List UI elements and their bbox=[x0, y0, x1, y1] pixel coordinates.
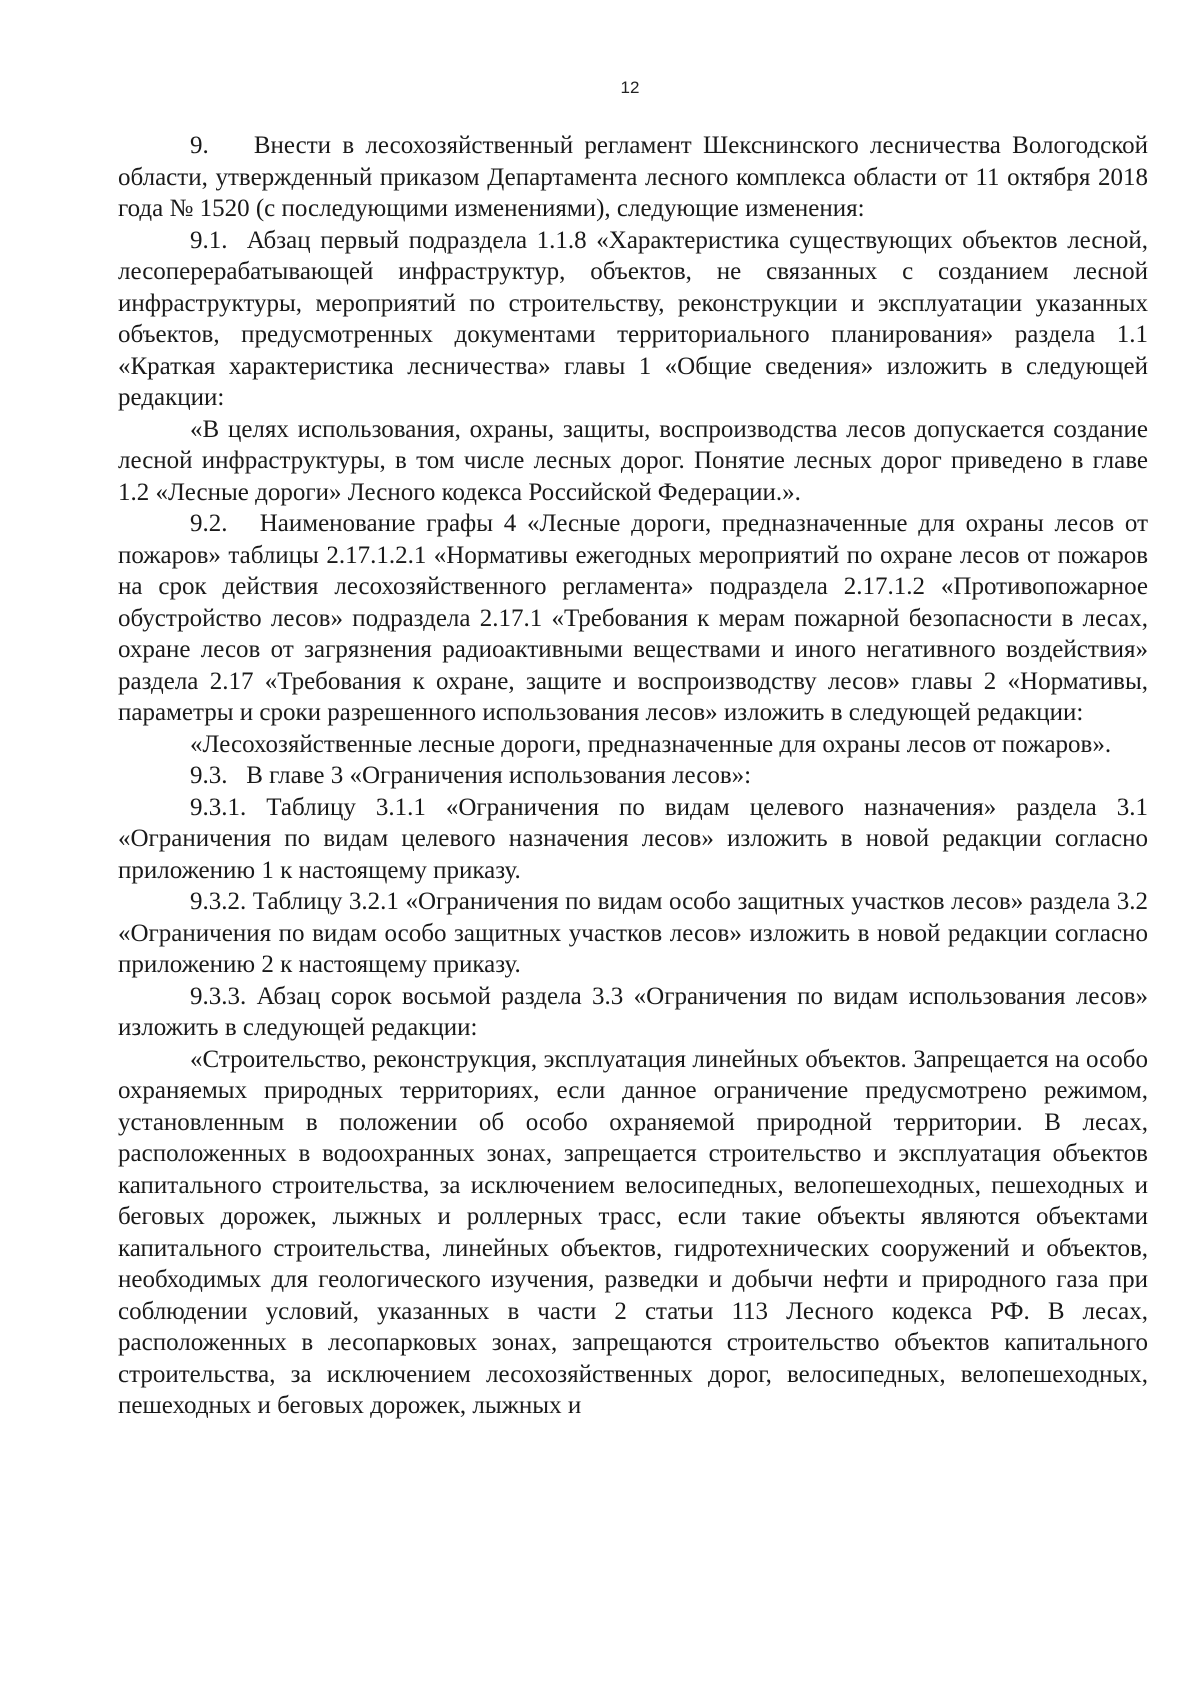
paragraph-9-1: 9.1. Абзац первый подраздела 1.1.8 «Характеристика существующих объектов лесной, лесоперерабатывающей инфраструктур, объектов, не связанных с созданием лесной инфраструктуры, мероприятий по строительству, реконструкции и эксплуатации указанных объектов, предусмотренных документами территориального планирования» раздела 1.1 «Краткая характеристика лесничества» главы 1 «Общие сведения» изложить в следующей редакции: bbox=[118, 226, 1148, 411]
paragraph-9-2: 9.2. Наименование графы 4 «Лесные дороги, предназначенные для охраны лесов от пожаров» таблицы 2.17.1.2.1 «Нормативы ежегодных мероприятий по охране лесов от пожаров на срок действия лесохозяйственного регламента» подраздела 2.17.1.2 «Противопожарное обустройство лесов» подраздела 2.17.1 «Требования к мерам пожарной безопасности в лесах, охране лесов от загрязнения радиоактивными веществами и иного негативного воздействия» раздела 2.17 «Требования к охране, защите и воспроизводству лесов» главы 2 «Нормативы, параметры и сроки разрешенного использования лесов» изложить в следующей редакции: bbox=[118, 510, 1148, 726]
paragraph-9-3-3: 9.3.3. Абзац сорок восьмой раздела 3.3 «Ограничения по видам использования лесов» изложить в следующей редакции: bbox=[118, 982, 1148, 1041]
paragraph-9-1-quote: «В целях использования, охраны, защиты, воспроизводства лесов допускается создание лесной инфраструктуры, в том числе лесных дорог. Понятие лесных дорог приведено в главе 1.2 «Лесные дороги» Лесного кодекса Российской Федерации.». bbox=[118, 415, 1148, 506]
paragraph-9-3-3-quote: «Строительство, реконструкция, эксплуатация линейных объектов. Запрещается на особо охраняемых природных территориях, если данное ограничение предусмотрено режимом, установленным в положении об особо охраняемой природной территории. В лесах, расположенных в водоохранных зонах, запрещается строительство и эксплуатация объектов капитального строительства, за исключением велосипедных, велопешеходных, пешеходных и беговых дорожек, лыжных и роллерных трасс, если такие объекты являются объектами капитального строительства, линейных объектов, гидротехнических сооружений и объектов, необходимых для геологического изучения, разведки и добычи нефти и природного газа при соблюдении условий, указанных в части 2 статьи 113 Лесного кодекса РФ. В лесах, расположенных в лесопарковых зонах, запрещаются строительство объектов капитального строительства, за исключением лесохозяйственных дорог, велосипедных, велопешеходных, пешеходных и беговых дорожек, лыжных и bbox=[118, 1045, 1148, 1419]
document-body bbox=[118, 130, 1148, 1422]
paragraph-9-3-2: 9.3.2. Таблицу 3.2.1 «Ограничения по видам особо защитных участков лесов» раздела 3.2 «Ограничения по видам особо защитных участков лесов» изложить в новой редакции согласно приложению 2 к настоящему приказу. bbox=[118, 888, 1148, 978]
paragraph-9-3: 9.3. В главе 3 «Ограничения использования лесов»: bbox=[190, 762, 752, 789]
paragraph-9: 9. Внести в лесохозяйственный регламент Шекснинского лесничества Вологодской области, утвержденный приказом Департамента лесного комплекса области от 11 октября 2018 года № 1520 (с последующими изменениями), следующие изменения: bbox=[118, 132, 1148, 222]
paragraph-9-2-quote: «Лесохозяйственные лесные дороги, предназначенные для охраны лесов от пожаров». bbox=[190, 730, 1112, 758]
paragraph-9-3-1: 9.3.1. Таблицу 3.1.1 «Ограничения по видам целевого назначения» раздела 3.1 «Ограничения по видам целевого назначения лесов» изложить в новой редакции согласно приложению 1 к настоящему приказу. bbox=[118, 793, 1148, 884]
page-number: 12 bbox=[620, 78, 640, 97]
